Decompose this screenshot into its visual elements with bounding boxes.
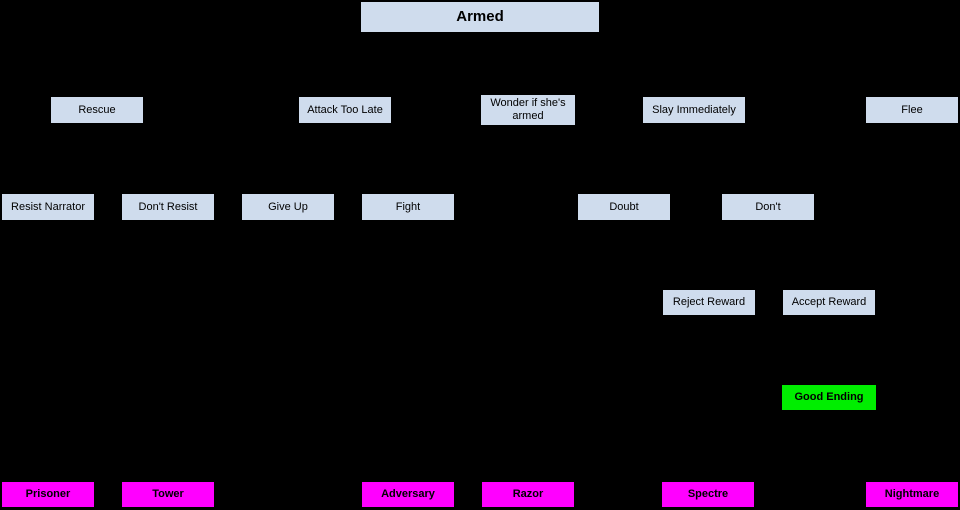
node-slay-immediately[interactable] [642,96,746,124]
node-label: Reject Reward [672,296,746,309]
node-label: Rescue [78,103,116,116]
node-fight[interactable] [361,193,455,221]
node-label: Razor [512,488,544,501]
node-label: Slay Immediately [652,103,736,116]
node-wonder-if-she-s-armed[interactable] [480,94,576,126]
node-label: Nightmare [884,488,940,501]
node-tower[interactable] [121,481,215,508]
node-nightmare[interactable] [865,481,959,508]
node-doubt[interactable] [577,193,671,221]
node-adversary[interactable] [361,481,455,508]
node-label: Don't [755,200,781,213]
node-reject-reward[interactable] [662,289,756,316]
node-attack-too-late[interactable] [298,96,392,124]
node-label: Tower [152,488,184,501]
node-flee[interactable] [865,96,959,124]
node-resist-narrator[interactable] [1,193,95,221]
node-label: Doubt [609,200,639,213]
node-label: Spectre [687,488,729,501]
node-label: Flee [901,103,923,116]
node-label: Wonder if she's armed [490,97,566,122]
node-label: Give Up [268,200,308,213]
node-label: Adversary [381,488,435,501]
node-label: Attack Too Late [307,103,383,116]
node-label: Resist Narrator [11,200,85,213]
node-label: Good Ending [794,391,864,404]
node-don-t[interactable] [721,193,815,221]
node-razor[interactable] [481,481,575,508]
node-accept-reward[interactable] [782,289,876,316]
node-label: Accept Reward [791,296,867,309]
node-give-up[interactable] [241,193,335,221]
node-spectre[interactable] [661,481,755,508]
node-prisoner[interactable] [1,481,95,508]
node-label: Don't Resist [138,200,198,213]
node-label: Prisoner [25,488,71,501]
diagram-title: Armed [360,1,600,33]
node-label: Fight [395,200,421,213]
node-don-t-resist[interactable] [121,193,215,221]
node-good-ending[interactable] [781,384,877,411]
node-rescue[interactable] [50,96,144,124]
